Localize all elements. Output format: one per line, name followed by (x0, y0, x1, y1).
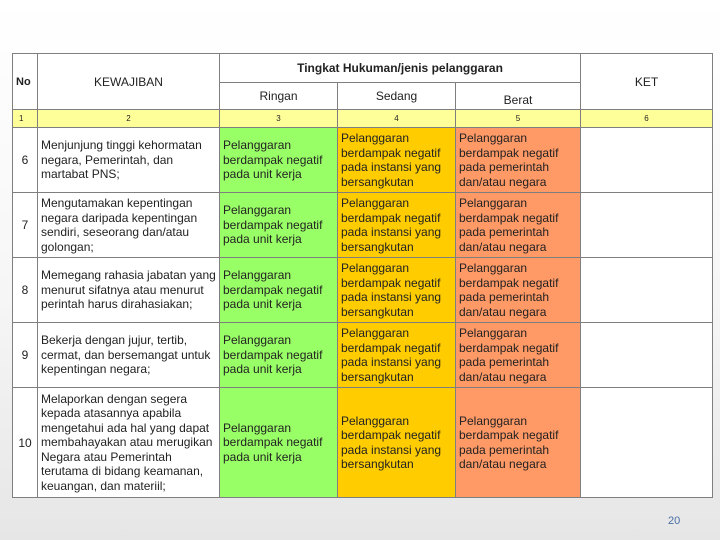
kewajiban-cell: Memegang rahasia jabatan yang menurut sifatnya atau menurut perintah harus dirahasiakan; (38, 258, 220, 323)
ket-cell (581, 128, 713, 193)
row-number: 8 (13, 258, 38, 323)
kewajiban-cell: Mengutamakan kepentingan negara daripada kepentingan sendiri, seseorang dan/atau golongan; (38, 193, 220, 258)
sedang-cell: Pelanggaran berdampak negatif pada instansi yang bersangkutan (338, 258, 456, 323)
kewajiban-cell: Melaporkan dengan segera kepada atasannya apabila mengetahui ada hal yang dapat membahayakan atau merugikan Negara atau Pemerintah terutama di bidang keamanan, keuangan, dan materiil; (38, 388, 220, 498)
column-number: 1 (13, 110, 38, 128)
header-kewajiban: KEWAJIBAN (38, 54, 220, 110)
row-number: 9 (13, 323, 38, 388)
sedang-cell: Pelanggaran berdampak negatif pada instansi yang bersangkutan (338, 128, 456, 193)
row-number: 6 (13, 128, 38, 193)
ringan-cell: Pelanggaran berdampak negatif pada unit kerja (220, 128, 338, 193)
ringan-cell: Pelanggaran berdampak negatif pada unit kerja (220, 193, 338, 258)
berat-cell: Pelanggaran berdampak negatif pada pemerintah dan/atau negara (456, 323, 581, 388)
sedang-cell: Pelanggaran berdampak negatif pada instansi yang bersangkutan (338, 323, 456, 388)
ket-cell (581, 388, 713, 498)
column-number: 2 (38, 110, 220, 128)
table-row (13, 323, 713, 388)
header-ringan: Ringan (220, 83, 338, 110)
column-number-row (13, 110, 713, 128)
berat-cell: Pelanggaran berdampak negatif pada pemerintah dan/atau negara (456, 193, 581, 258)
column-number: 3 (220, 110, 338, 128)
berat-cell: Pelanggaran berdampak negatif pada pemerintah dan/atau negara (456, 388, 581, 498)
page-number: 20 (668, 515, 681, 527)
column-number: 5 (456, 110, 581, 128)
column-number: 6 (581, 110, 713, 128)
ringan-cell: Pelanggaran berdampak negatif pada unit kerja (220, 323, 338, 388)
table-row (13, 388, 713, 498)
header-ket: KET (581, 54, 713, 110)
header-no: No (13, 54, 38, 110)
berat-cell: Pelanggaran berdampak negatif pada pemerintah dan/atau negara (456, 258, 581, 323)
berat-cell: Pelanggaran berdampak negatif pada pemerintah dan/atau negara (456, 128, 581, 193)
table-row (13, 193, 713, 258)
table-row (13, 258, 713, 323)
header-sedang: Sedang (338, 83, 456, 110)
ket-cell (581, 193, 713, 258)
row-number: 7 (13, 193, 38, 258)
ket-cell (581, 258, 713, 323)
kewajiban-cell: Menjunjung tinggi kehormatan negara, Pemerintah, dan martabat PNS; (38, 128, 220, 193)
sanction-table (12, 53, 713, 498)
header-tingkat: Tingkat Hukuman/jenis pelanggaran (220, 54, 581, 83)
table-row (13, 128, 713, 193)
sedang-cell: Pelanggaran berdampak negatif pada instansi yang bersangkutan (338, 388, 456, 498)
ket-cell (581, 323, 713, 388)
ringan-cell: Pelanggaran berdampak negatif pada unit kerja (220, 388, 338, 498)
ringan-cell: Pelanggaran berdampak negatif pada unit kerja (220, 258, 338, 323)
column-number: 4 (338, 110, 456, 128)
header-berat: Berat (456, 83, 581, 110)
sedang-cell: Pelanggaran berdampak negatif pada instansi yang bersangkutan (338, 193, 456, 258)
row-number: 10 (13, 388, 38, 498)
kewajiban-cell: Bekerja dengan jujur, tertib, cermat, dan bersemangat untuk kepentingan negara; (38, 323, 220, 388)
